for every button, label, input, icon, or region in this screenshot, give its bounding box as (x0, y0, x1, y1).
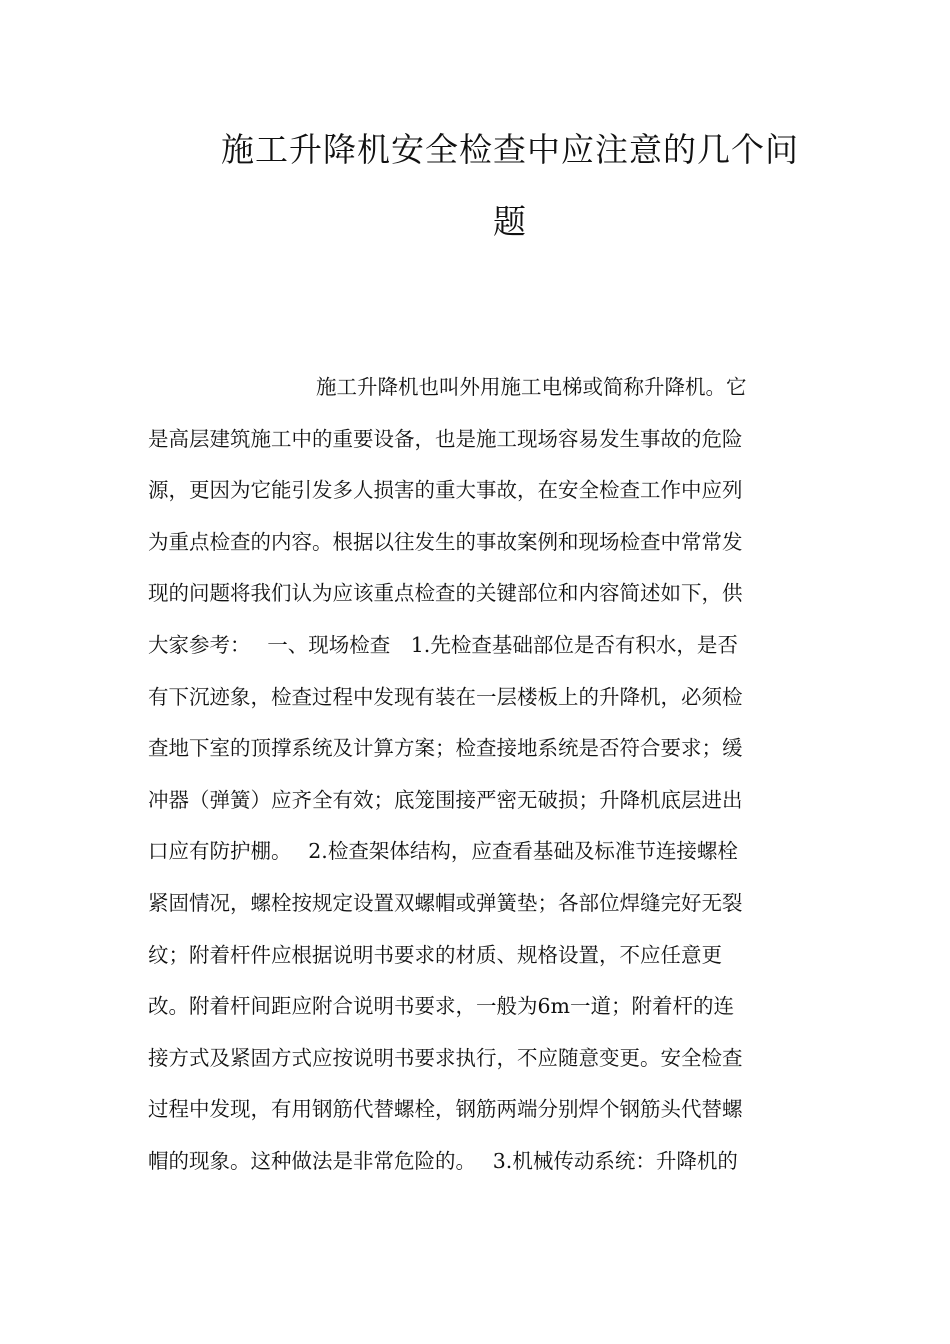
body-line-3: 源，更因为它能引发多人损害的重大事故，在安全检查工作中应列 (148, 478, 743, 503)
body-line-7: 有下沉迹象，检查过程中发现有装在一层楼板上的升降机，必须检 (148, 684, 743, 709)
body-line-1: 施工升降机也叫外用施工电梯或简称升降机。它 (316, 375, 747, 399)
body-line-14: 接方式及紧固方式应按说明书要求执行，不应随意变更。安全检查 (148, 1045, 743, 1070)
body-line-5: 现的问题将我们认为应该重点检查的关键部位和内容简述如下，供 (148, 581, 743, 606)
body-line-13: 改。附着杆间距应附合说明书要求，一般为6m一道；附着杆的连 (148, 994, 734, 1019)
title-line-2: 题 (493, 202, 527, 241)
body-line-16: 帽的现象。这种做法是非常危险的。 3.机械传动系统：升降机的 (148, 1148, 738, 1173)
body-line-6: 大家参考： 一、现场检查 1.先检查基础部位是否有积水，是否 (148, 632, 738, 657)
body-line-11: 紧固情况，螺栓按规定设置双螺帽或弹簧垫；各部位焊缝完好无裂 (148, 890, 743, 915)
body-line-2: 是高层建筑施工中的重要设备，也是施工现场容易发生事故的危险 (148, 426, 743, 451)
body-line-15: 过程中发现，有用钢筋代替螺栓，钢筋两端分别焊个钢筋头代替螺 (148, 1097, 743, 1122)
document-body (148, 362, 808, 1188)
document-title (180, 114, 840, 258)
body-line-12: 纹；附着杆件应根据说明书要求的材质、规格设置，不应任意更 (148, 942, 722, 967)
body-line-10: 口应有防护棚。 2.检查架体结构，应查看基础及标准节连接螺栓 (148, 839, 738, 864)
body-line-8: 查地下室的顶撑系统及计算方案；检查接地系统是否符合要求；缓 (148, 736, 743, 761)
body-line-9: 冲器（弹簧）应齐全有效；底笼围接严密无破损；升降机底层进出 (148, 787, 743, 812)
title-line-1: 施工升降机安全检查中应注意的几个问 (221, 130, 799, 169)
body-line-4: 为重点检查的内容。根据以往发生的事故案例和现场检查中常常发 (148, 529, 743, 554)
